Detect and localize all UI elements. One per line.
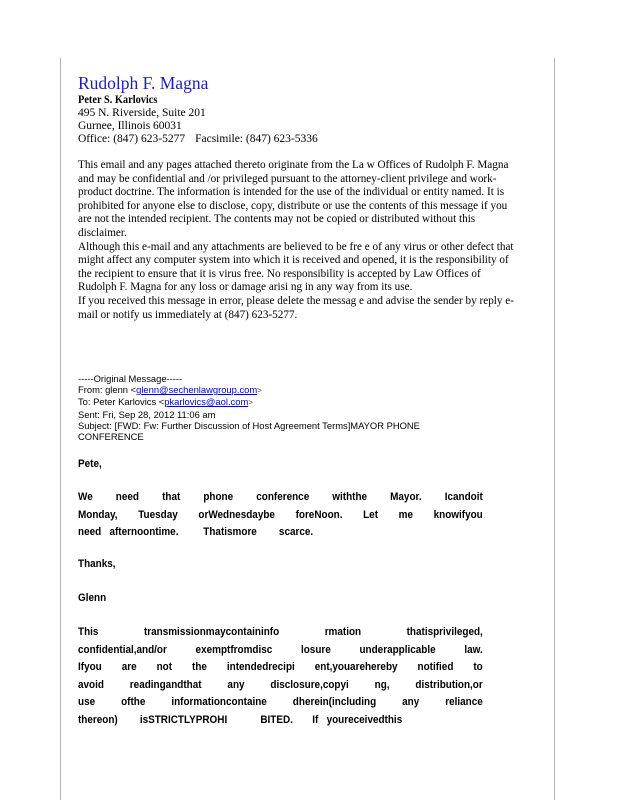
address-line-2: Gurnee, Illinois 60031 xyxy=(78,120,182,132)
page-left-border xyxy=(60,58,61,800)
paragraph-line: We need that phone conference withthe Mayor. Icandoit xyxy=(78,491,483,503)
subject-line: Subject: [FWD: Fw: Further Discussion of Host Agreement Terms]MAYOR PHONE xyxy=(78,419,420,431)
disclaimer-paragraph-2: Although this e-mail and any attachments are believed to be fre e of any virus or other defect that might affect any computer system into which it is received and opened, it is the responsibility of the recipient to ensure that it is virus free. No responsibility is accepted by Law Offices of Rudolph F. Magna for any loss or damage arisi ng in any way from its use. xyxy=(78,240,514,294)
sent-line: Sent: Fri, Sep 28, 2012 11:06 am xyxy=(78,408,216,420)
disclaimer-paragraph-1: This email and any pages attached thereto originate from the La w Offices of Rudolph F. Magna and may be confidential and /or privileged pursuant to the attorney-client privilege and work-product doctrine. The information is intended for the use of the individual or entity named. It is prohibited for anyone else to disclose, copy, distribute or use the contents of this message if you are not the intended recipient. The contents may not be copied or distributed without this disclaimer. xyxy=(78,159,509,239)
message-signature: Glenn xyxy=(78,592,107,604)
message-paragraph xyxy=(78,489,483,542)
link-arrow-icon: > xyxy=(248,398,253,408)
attorney-name: Peter S. Karlovics xyxy=(78,94,158,106)
address-line-1: 495 N. Riverside, Suite 201 xyxy=(78,107,206,119)
firm-name: Rudolph F. Magna xyxy=(78,73,209,93)
notice-line: Ifyou are not the intendedrecipi ent,youarehereby notified to xyxy=(78,661,483,673)
legal-disclaimer xyxy=(78,159,518,322)
phone-line xyxy=(78,133,518,146)
original-message-header xyxy=(78,373,518,442)
page-right-border xyxy=(554,58,555,800)
subject-line-continued: CONFERENCE xyxy=(78,431,144,443)
notice-line: use ofthe informationcontaine dherein(including any reliance xyxy=(78,696,483,708)
facsimile-number: Facsimile: (847) 623-5336 xyxy=(195,133,318,145)
paragraph-line: Monday, Tuesday orWednesdaybe foreNoon. Let me knowifyou xyxy=(78,508,483,521)
message-closing: Thanks, xyxy=(78,558,116,570)
notice-line: thereon) isSTRICTLYPROHI BITED. If youreceivedthis xyxy=(78,713,403,726)
notice-line: avoid readingandthat any disclosure,copyi ng, distribution,or xyxy=(78,678,483,691)
office-phone: Office: (847) 623-5277 xyxy=(78,133,186,145)
notice-line: This transmissionmaycontaininfo rmation thatisprivileged, xyxy=(78,626,483,638)
paragraph-line: need afternoontime. Thatismore scarce. xyxy=(78,526,314,538)
confidentiality-notice xyxy=(78,624,483,729)
link-arrow-icon: > xyxy=(257,386,262,396)
message-greeting: Pete, xyxy=(78,458,102,470)
to-email-link[interactable]: pkarlovics@aol.com xyxy=(164,396,249,408)
disclaimer-paragraph-3: If you received this message in error, please delete the messag e and advise the sender by reply e-mail or notify us immediately at (847) 623-5277. xyxy=(78,294,515,321)
notice-line: confidential,and/or exemptfromdisc losure underapplicable law. xyxy=(78,643,483,656)
from-line: From: glenn <glenn@sechenlawgroup.com> xyxy=(78,384,262,396)
to-line: To: Peter Karlovics <pkarlovics@aol.com> xyxy=(78,396,253,408)
from-email-link[interactable]: glenn@sechenlawgroup.com xyxy=(136,384,258,396)
original-message-label: -----Original Message----- xyxy=(78,373,183,384)
letterhead-block xyxy=(78,72,518,322)
